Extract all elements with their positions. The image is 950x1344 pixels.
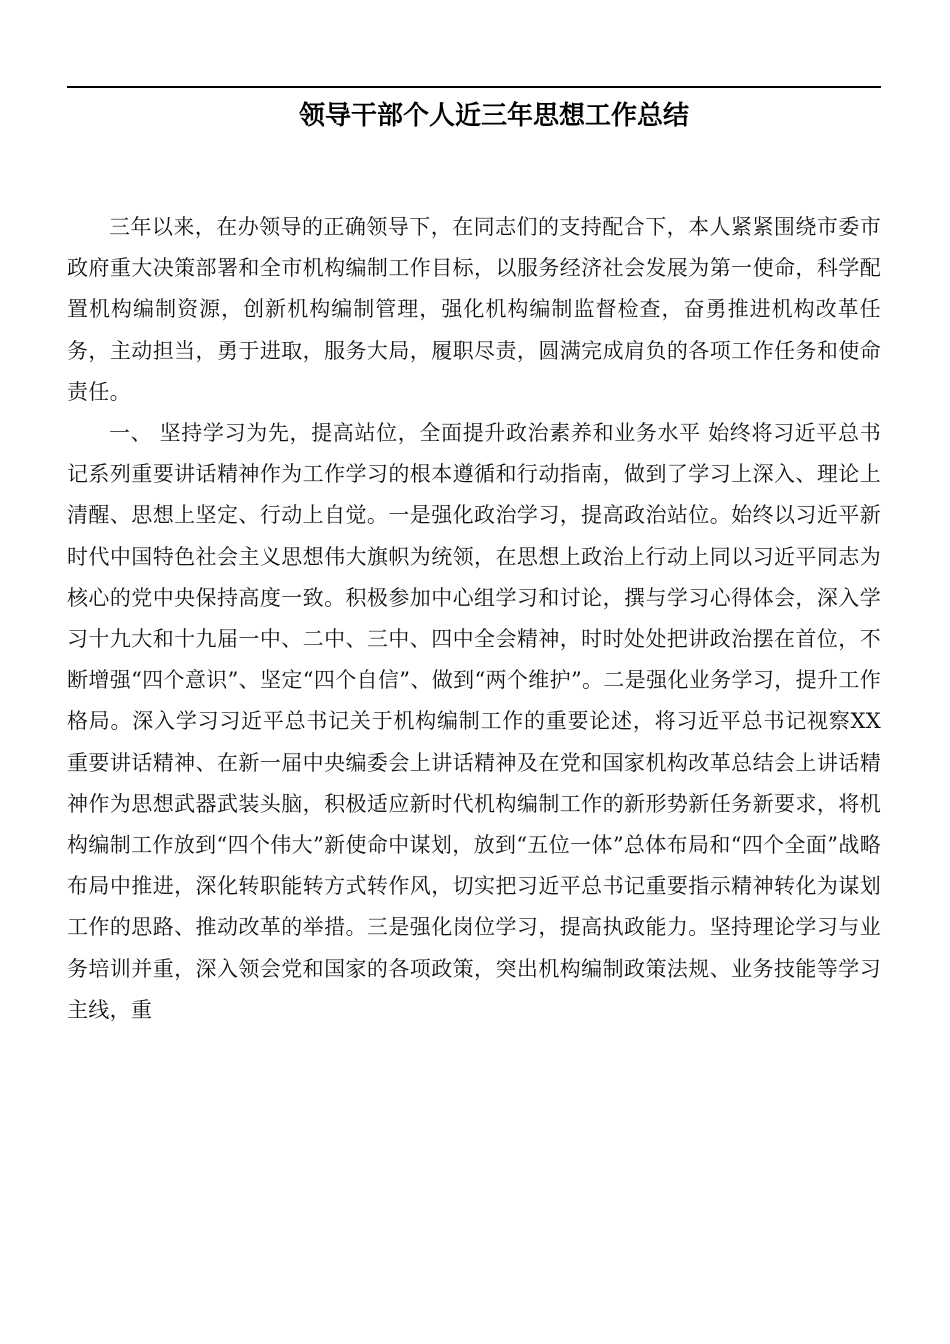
paragraph-intro: 三年以来，在办领导的正确领导下，在同志们的支持配合下，本人紧紧围绕市委市政府重大决策部署和全市机构编制工作目标，以服务经济社会发展为第一使命，科学配置机构编制资源，创新机构编制管理，强化机构编制监督检查，奋勇推进机构改革任务，主动担当，勇于进取，服务大局，履职尽责，圆满完成肩负的各项工作任务和使命责任。: [67, 215, 881, 404]
document-title: 领导干部个人近三年思想工作总结: [298, 101, 689, 131]
header-rule: [67, 86, 881, 88]
paragraph-section-one: 一、 坚持学习为先，提高站位，全面提升政治素养和业务水平 始终将习近平总书记系列重要讲话精神作为工作学习的根本遵循和行动指南，做到了学习上深入、理论上清醒、思想上坚定、行动上自觉。一是强化政治学习，提高政治站位。始终以习近平新时代中国特色社会主义思想伟大旗帜为统领，在思想上政治上行动上同以习近平同志为核心的党中央保持高度一致。积极参加中心组学习和讨论，撰与学习心得体会，深入学习十九大和十九届一中、二中、三中、四中全会精神，时时处处把讲政治摆在首位，不断增强“四个意识”、坚定“四个自信”、做到“两个维护”。二是强化业务学习，提升工作格局。深入学习习近平总书记关于机构编制工作的重要论述，将习近平总书记视察XX重要讲话精神、在新一届中央编委会上讲话精神及在党和国家机构改革总结会上讲话精神作为思想武器武装头脑，积极适应新时代机构编制工作的新形势新任务新要求，将机构编制工作放到“四个伟大”新使命中谋划，放到“五位一体”总体布局和“四个全面”战略布局中推进，深化转职能转方式转作风，切实把习近平总书记重要指示精神转化为谋划工作的思路、推动改革的举措。三是强化岗位学习，提高执政能力。坚持理论学习与业务培训并重，深入领会党和国家的各项政策，突出机构编制政策法规、业务技能等学习主线，重: [67, 421, 881, 1022]
document-body: [67, 207, 881, 1031]
